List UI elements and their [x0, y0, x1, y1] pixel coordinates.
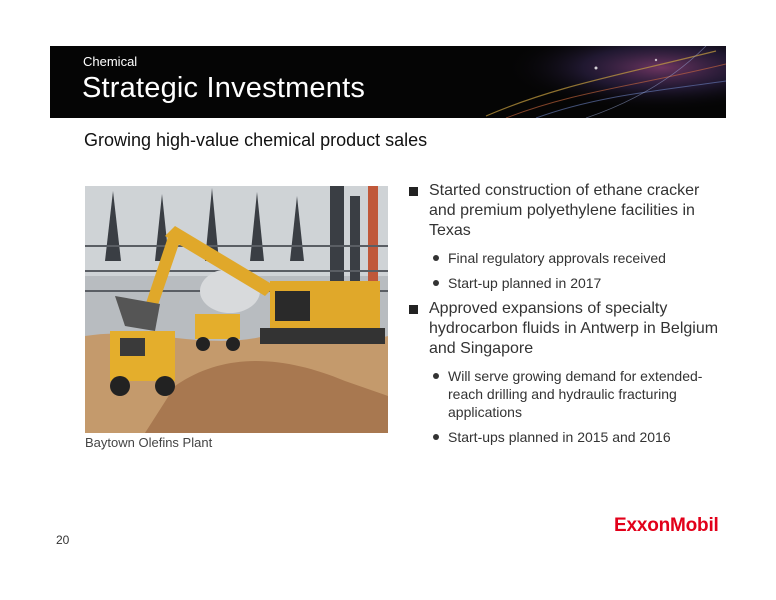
photo-caption: Baytown Olefins Plant [85, 435, 213, 450]
bullet-text: Started construction of ethane cracker and premium polyethylene facilities in Texas [429, 182, 700, 239]
square-bullet-icon [409, 187, 418, 196]
round-bullet-icon [433, 373, 439, 379]
header-decoration [466, 46, 726, 118]
sub-bullet-item [406, 428, 726, 446]
header-banner [50, 46, 726, 118]
bullet-list [406, 181, 726, 453]
round-bullet-icon [433, 434, 439, 440]
sub-bullet-text: Start-ups planned in 2015 and 2016 [448, 429, 671, 445]
plant-photo [85, 186, 388, 433]
sub-bullet-text: Start-up planned in 2017 [448, 275, 602, 291]
round-bullet-icon [433, 255, 439, 261]
section-label: Chemical [83, 54, 138, 69]
sub-bullet-item [406, 274, 726, 292]
sub-bullet-item [406, 249, 726, 267]
sub-bullet-text: Final regulatory approvals received [448, 250, 666, 266]
bullet-item [406, 181, 726, 241]
round-bullet-icon [433, 280, 439, 286]
square-bullet-icon [409, 305, 418, 314]
bullet-text: Approved expansions of specialty hydrocarbon fluids in Antwerp in Belgium and Singapore [429, 300, 719, 357]
company-logo: ExxonMobil [614, 515, 719, 536]
page-number: 20 [56, 533, 70, 547]
page-title: Strategic Investments [82, 72, 366, 104]
bullet-item [406, 299, 726, 359]
sub-bullet-item [406, 367, 726, 421]
slide-subtitle: Growing high-value chemical product sales [84, 130, 428, 150]
sub-bullet-text: Will serve growing demand for extended-reach drilling and hydraulic fracturing applications [448, 368, 703, 420]
